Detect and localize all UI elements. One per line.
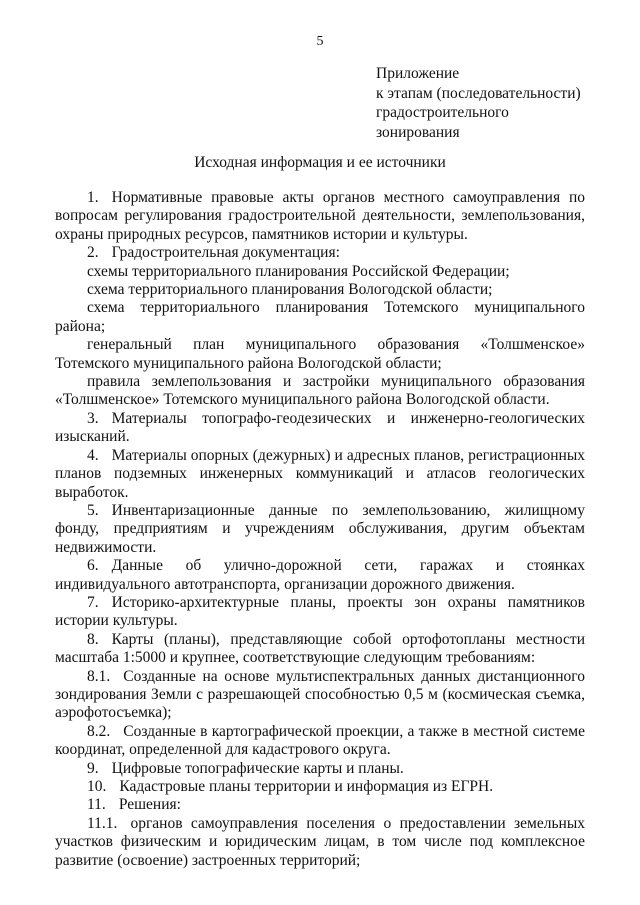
paragraph-number: 9. xyxy=(87,759,99,777)
paragraph-number: 3. xyxy=(87,409,99,427)
paragraph xyxy=(55,557,585,594)
paragraph xyxy=(55,631,585,668)
document-body xyxy=(55,189,585,870)
paragraph-number: 7. xyxy=(87,593,99,611)
paragraph-number: 11. xyxy=(87,796,106,814)
paragraph-text: Материалы опорных (дежурных) и адресных планов, регистрационных планов подземных инженерных коммуникаций и атласов геологических выработок. xyxy=(55,446,585,501)
appendix-line: Приложение xyxy=(376,65,460,82)
paragraph xyxy=(55,760,585,778)
paragraph-number: 6. xyxy=(87,557,99,575)
paragraph-number: 4. xyxy=(87,446,99,464)
paragraph-text: Кадастровые планы территории и информация из ЕГРН. xyxy=(119,778,494,795)
paragraph-text: Данные об улично-дорожной сети, гаражах и стоянках индивидуального автотранспорта, организации дорожного движения. xyxy=(55,557,585,593)
paragraph-text: правила землепользования и застройки муниципального образования «Толшменское» Тотемского муниципального района Вологодской области. xyxy=(55,373,585,409)
paragraph-number: 8.2. xyxy=(87,722,111,740)
paragraph-text: Материалы топографо-геодезических и инженерно-геологических изысканий. xyxy=(55,409,585,446)
paragraph-text: Нормативные правовые акты органов местного самоуправления по вопросам регулирования градостроительной деятельности, землепользования, охраны природных ресурсов, памятников истории и культуры. xyxy=(55,189,585,243)
paragraph-text: Карты (планы), представляющие собой ортофотопланы местности масштаба 1:5000 и крупнее, соответствующие следующим требованиям: xyxy=(55,630,585,667)
paragraph xyxy=(55,373,585,410)
paragraph-text: генеральный план муниципального образования «Толшменское» Тотемского муниципального района Вологодской области; xyxy=(55,336,585,372)
paragraph-text: схемы территориального планирования Российской Федерации; xyxy=(87,262,510,280)
paragraph-text: Решения: xyxy=(118,796,181,814)
paragraph xyxy=(55,723,585,760)
paragraph xyxy=(55,668,585,723)
paragraph xyxy=(55,299,585,336)
paragraph xyxy=(55,189,585,244)
paragraph-number: 5. xyxy=(87,501,99,519)
paragraph-text: Цифровые топографические карты и планы. xyxy=(111,759,404,777)
paragraph xyxy=(55,281,585,299)
appendix-line: зонирования xyxy=(376,123,460,141)
paragraph xyxy=(55,815,585,870)
paragraph-text: Созданные в картографической проекции, а также в местной системе координат, определенной для кадастрового округа. xyxy=(55,722,585,759)
paragraph-number: 1. xyxy=(87,189,99,206)
document-heading: Исходная информация и ее источники xyxy=(194,154,446,171)
paragraph xyxy=(55,778,585,796)
appendix-line: к этапам (последовательности) xyxy=(376,84,581,102)
paragraph xyxy=(55,244,585,262)
paragraph-number: 10. xyxy=(87,778,107,795)
paragraph-text: Инвентаризационные данные по землепользованию, жилищному фонду, предприятиям и учреждениям обслуживания, другим объектам недвижимости. xyxy=(55,501,585,556)
paragraph-text: Историко-архитектурные планы, проекты зон охраны памятников истории культуры. xyxy=(55,593,585,630)
paragraph xyxy=(55,594,585,631)
paragraph xyxy=(55,502,585,557)
paragraph xyxy=(55,796,585,814)
paragraph-text: Градостроительная документация: xyxy=(111,244,340,262)
paragraph-number: 11.1. xyxy=(87,814,118,832)
appendix-header xyxy=(376,64,581,142)
paragraph-text: схема территориального планирования Тотемского муниципального района; xyxy=(55,299,585,335)
paragraph-text: схема территориального планирования Вологодской области; xyxy=(87,281,493,299)
appendix-line: градостроительного xyxy=(376,104,509,121)
paragraph xyxy=(55,263,585,281)
page-number: 5 xyxy=(316,34,324,49)
paragraph xyxy=(55,336,585,373)
paragraph xyxy=(55,447,585,502)
paragraph xyxy=(55,410,585,447)
paragraph-text: Созданные на основе мультиспектральных данных дистанционного зондирования Земли с разрешающей способностью 0,5 м (космическая съемка, аэрофотосъемка); xyxy=(55,667,585,722)
paragraph-number: 8. xyxy=(87,630,99,648)
paragraph-text: органов самоуправления поселения о предоставлении земельных участков физическим и юридическим лицам, в том числе под комплексное развитие (освоение) застроенных территорий; xyxy=(55,814,585,869)
paragraph-number: 8.1. xyxy=(87,667,111,685)
paragraph-number: 2. xyxy=(87,244,99,262)
